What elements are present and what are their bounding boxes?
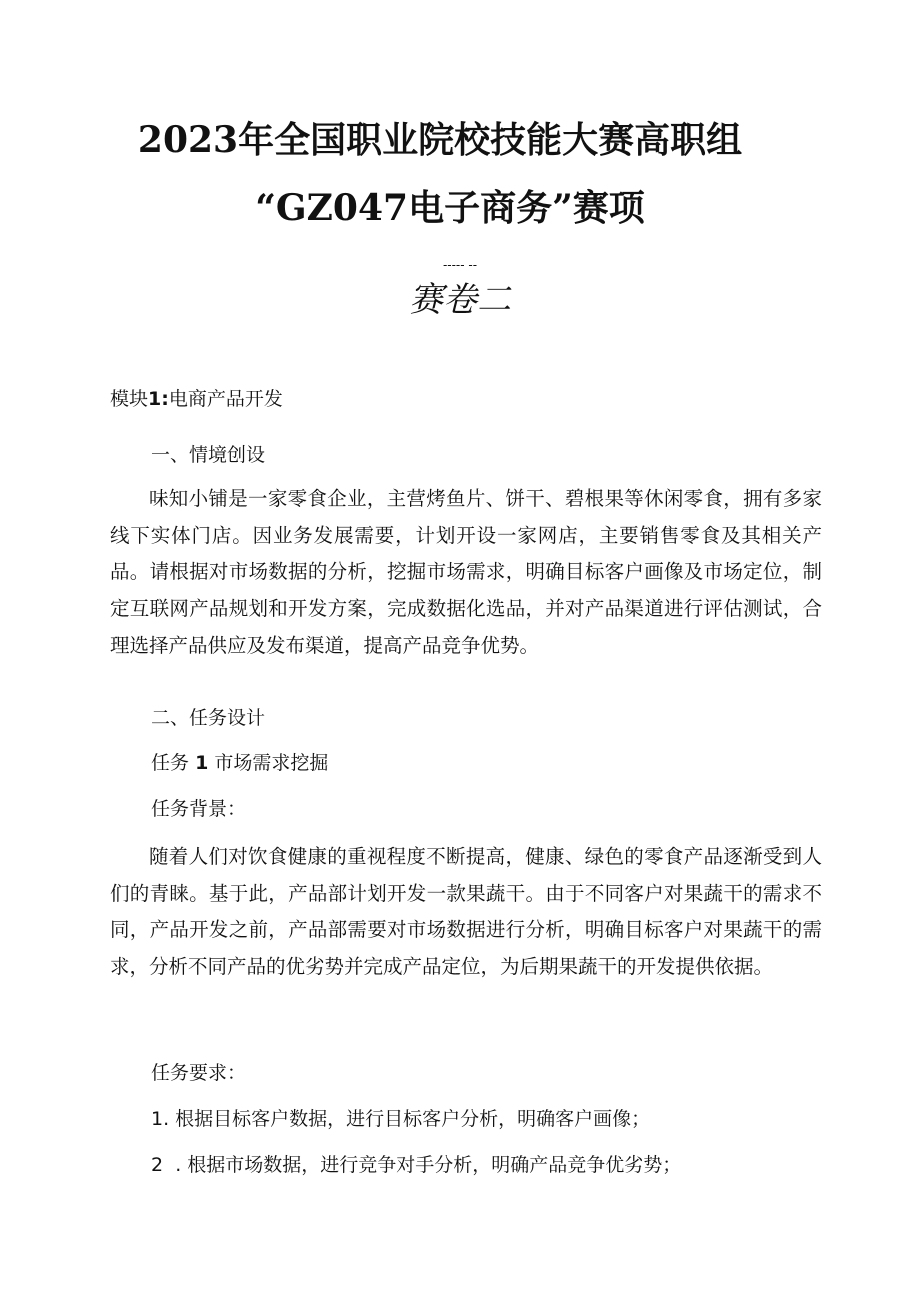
document-title-line1: 2023年全国职业院校技能大赛高职组 [137, 119, 743, 161]
task-number: 1 [195, 752, 209, 774]
task-heading [151, 748, 328, 775]
requirement-item-2-text: . 根据市场数据，进行竞争对手分析，明确产品竞争优劣势； [175, 1154, 682, 1176]
task-label: 任务 [151, 752, 190, 774]
requirement-item-2 [151, 1150, 681, 1177]
module-name: 电商产品开发 [168, 388, 283, 410]
module-number: 1: [148, 388, 169, 410]
task-name: 市场需求挖掘 [214, 752, 329, 774]
document-subtitle: 赛卷二 [409, 280, 511, 320]
section-heading-1: 一、情境创设 [151, 444, 266, 466]
task-requirements-label: 任务要求： [151, 1062, 247, 1084]
paragraph-background: 随着人们对饮食健康的重视程度不断提高，健康、绿色的零食产品逐渐受到人们的青睐。基于此，产品部计划开发一款果蔬干。由于不同客户对果蔬干的需求不同，产品开发之前，产品部需要对市场数据进行分析，明确目标客户对果蔬干的需求，分析不同产品的优劣势并完成产品定位，为后期果蔬干的开发提供依据。 [110, 845, 822, 979]
section-heading-2: 二、任务设计 [151, 707, 266, 729]
task-background-label: 任务背景： [151, 798, 247, 820]
dash-separator: ----- -- [442, 258, 478, 272]
requirement-item-1: 1. 根据目标客户数据，进行目标客户分析，明确客户画像； [151, 1108, 651, 1130]
module-heading [110, 384, 283, 411]
module-label: 模块 [110, 388, 149, 410]
paragraph-context: 味知小铺是一家零食企业，主营烤鱼片、饼干、碧根果等休闲零食，拥有多家线下实体门店。因业务发展需要，计划开设一家网店，主要销售零食及其相关产品。请根据对市场数据的分析，挖掘市场需求，明确目标客户画像及市场定位，制定互联网产品规划和开发方案，完成数据化选品，并对产品渠道进行评估测试，合理选择产品供应及发布渠道，提高产品竞争优势。 [110, 487, 822, 657]
requirement-item-2-number: 2 [151, 1154, 164, 1176]
document-title-line2: “GZ047电子商务”赛项 [255, 187, 645, 229]
